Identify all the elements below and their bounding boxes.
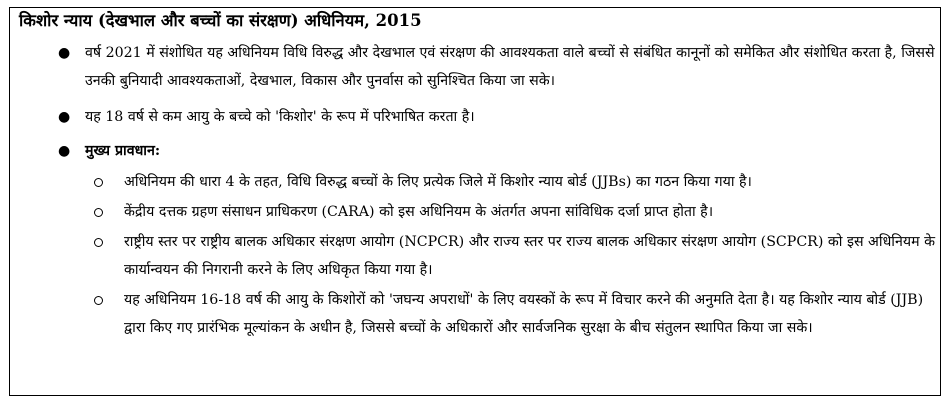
bullet-icon: ● [58, 143, 71, 159]
provision-item: अधिनियम की धारा 4 के तहत, विधि विरुद्ध बच्चों के लिए प्रत्येक जिले में किशोर न्याय बोर्ड (JJBs) का गठन किया गया है। [124, 174, 752, 190]
content-box [9, 7, 941, 396]
bullet-text: यह 18 वर्ष से कम आयु के बच्चे को 'किशोर' के रूप में परिभाषित करता है। [85, 109, 475, 125]
provision-item: केंद्रीय दत्तक ग्रहण संसाधन प्राधिकरण (CARA) को इस अधिनियम के अंतर्गत अपना सांविधिक दर्जा प्राप्त होता है। [124, 204, 714, 220]
provisions-heading: मुख्य प्रावधान: [85, 143, 161, 159]
bullet-text: वर्ष 2021 में संशोधित यह अधिनियम विधि विरुद्ध और देखभाल एवं संरक्षण की आवश्यकता वाले बच्चों से संबंधित कानूनों को समेकित और संशोधित करता है, जिससे उनकी बुनियादी आवश्यकताओं, देखभाल, विकास और पुनर्वास को सुनिश्चित किया जा सके। [85, 45, 935, 89]
circle-bullet-icon [94, 296, 103, 305]
bullet-icon: ● [58, 45, 71, 61]
circle-bullet-icon [94, 178, 103, 187]
bullet-icon: ● [58, 109, 71, 125]
circle-bullet-icon [94, 208, 103, 217]
provision-item: राष्ट्रीय स्तर पर राष्ट्रीय बालक अधिकार संरक्षण आयोग (NCPCR) और राज्य स्तर पर राज्य बालक अधिकार संरक्षण आयोग (SCPCR) को इस अधिनियम के कार्यान्वयन की निगरानी करने के लिए अधिकृत किया गया है। [124, 234, 935, 278]
page-title: किशोर न्याय (देखभाल और बच्चों का संरक्षण) अधिनियम, 2015 [19, 11, 422, 30]
provision-item: यह अधिनियम 16-18 वर्ष की आयु के किशोरों को 'जघन्य अपराधों' के लिए वयस्कों के रूप में विचार करने की अनुमति देता है। यह किशोर न्याय बोर्ड (JJB) द्वारा किए गए प्रारंभिक मूल्यांकन के अधीन है, जिससे बच्चों के अधिकारों और सार्वजनिक सुरक्षा के बीच संतुलन स्थापित किया जा सके। [124, 292, 924, 336]
circle-bullet-icon [94, 238, 103, 247]
